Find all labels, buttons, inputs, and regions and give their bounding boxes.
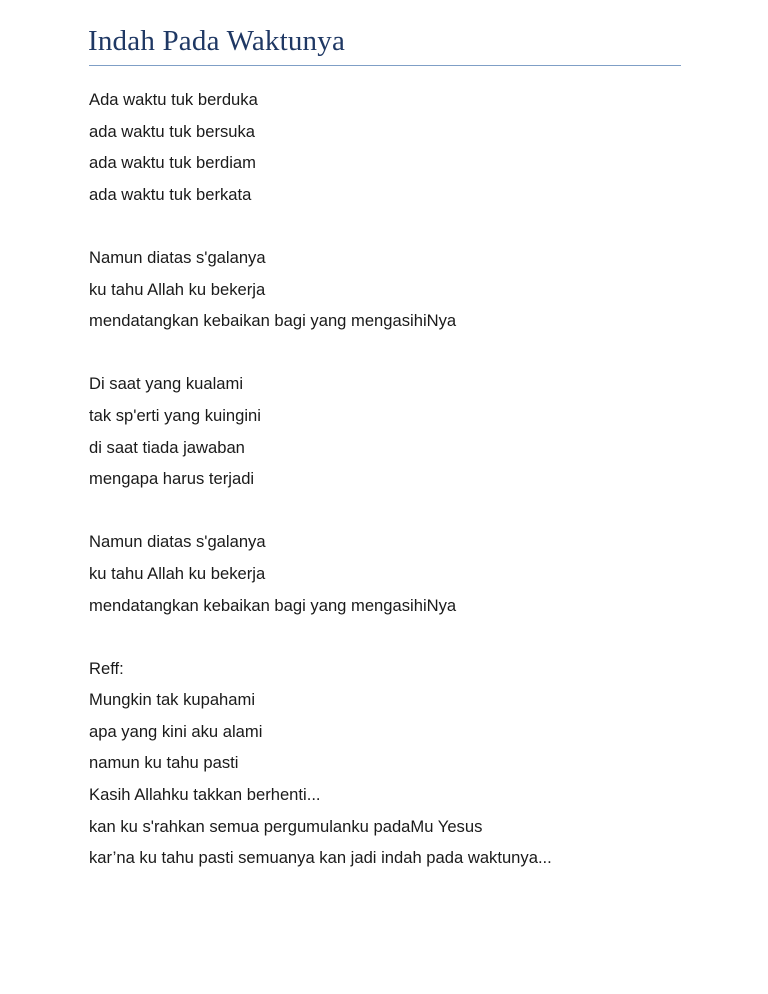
lyric-line: mengapa harus terjadi (89, 469, 255, 489)
lyric-line: Namun diatas s'galanya (89, 532, 266, 552)
stanza-5-reff (89, 653, 729, 874)
lyric-line: Namun diatas s'galanya (89, 247, 266, 267)
lyric-line: ada waktu tuk berdiam (89, 153, 256, 173)
stanza-4 (89, 526, 729, 621)
lyric-line: kan ku s'rahkan semua pergumulanku padaMu Yesus (89, 816, 483, 836)
reff-label: Reff: (89, 658, 124, 678)
lyric-line: ada waktu tuk bersuka (89, 121, 256, 141)
lyric-line: tak sp'erti yang kuingini (89, 405, 261, 425)
stanza-3 (89, 368, 729, 494)
lyric-line: Ada waktu tuk berduka (89, 90, 258, 109)
lyric-line: Di saat yang kualami (89, 374, 244, 394)
lyric-line: Mungkin tak kupahami (89, 690, 256, 710)
stanza-2 (89, 242, 729, 337)
stanza-1 (89, 84, 729, 210)
lyric-line: di saat tiada jawaban (89, 437, 245, 457)
lyric-line: ku tahu Allah ku bekerja (89, 563, 266, 583)
lyric-line: mendatangkan kebaikan bagi yang mengasihiNya (89, 595, 457, 615)
lyric-line: mendatangkan kebaikan bagi yang mengasihiNya (89, 311, 457, 331)
lyrics-body (89, 84, 729, 874)
lyric-line: Kasih Allahku takkan berhenti... (89, 785, 321, 805)
page-title: Indah Pada Waktunya (88, 25, 346, 57)
lyric-line: ada waktu tuk berkata (89, 184, 252, 204)
lyric-line: kar’na ku tahu pasti semuanya kan jadi indah pada waktunya... (89, 848, 552, 868)
lyric-line: namun ku tahu pasti (89, 753, 239, 773)
lyric-line: ku tahu Allah ku bekerja (89, 279, 266, 299)
lyric-line: apa yang kini aku alami (89, 721, 263, 741)
title-divider (89, 65, 681, 66)
